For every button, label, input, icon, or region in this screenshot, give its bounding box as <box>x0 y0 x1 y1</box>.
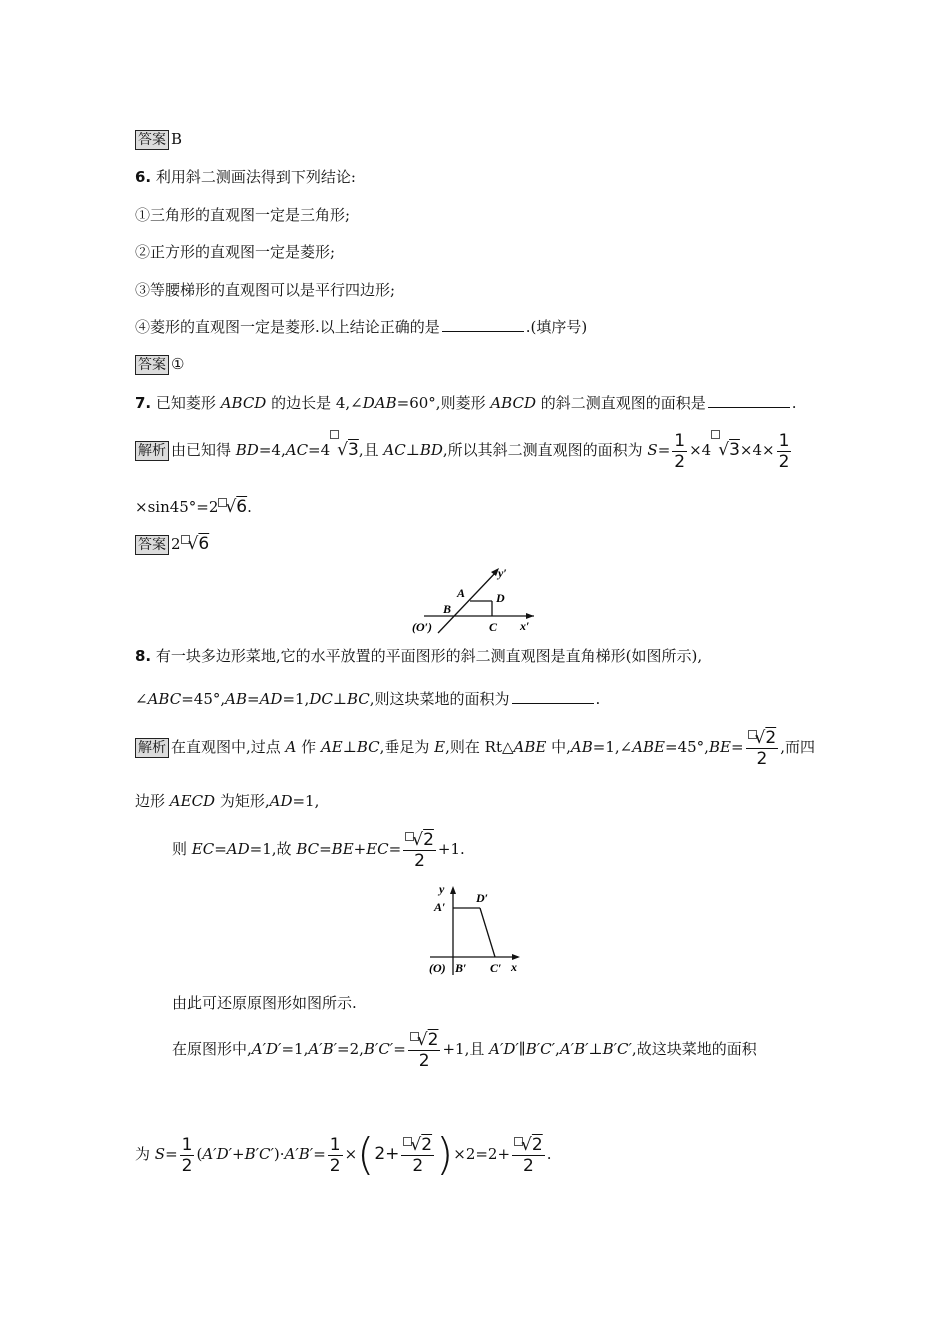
q6-item-4: ④菱形的直观图一定是菱形.以上结论正确的是 .(填序号) <box>135 318 588 336</box>
q7-stem: 7. 已知菱形 ABCD 的边长是 4,∠DAB=60°,则菱形 ABCD 的斜二测直观图的面积是 . <box>135 394 797 412</box>
fraction-root2-over-2: $\frac{√2}{2}$ <box>401 1135 434 1176</box>
q5-answer: 答案 B <box>135 128 182 150</box>
answer-blank <box>442 317 524 332</box>
label-y: y <box>439 883 445 896</box>
fraction-root2-over-2: $\frac{√2}{2}$ <box>403 830 436 871</box>
q6-stem: 6. 利用斜二测画法得到下列结论: <box>135 168 356 186</box>
q8-stem-line-2: ∠ABC=45°,AB=AD=1,DC⊥BC,则这块菜地的面积为 . <box>135 690 601 708</box>
fraction-half: $\frac{1}{2}$ <box>329 1134 341 1176</box>
fraction-half: $\frac{1}{2}$ <box>181 1134 193 1176</box>
label-a-prime: A′ <box>434 900 446 914</box>
sqrt-6: √6 <box>218 497 247 517</box>
answer-tag: 答案 <box>135 535 169 555</box>
q6-item-3: ③等腰梯形的直观图可以是平行四边形; <box>135 281 396 299</box>
label-origin: (O′) <box>412 620 433 634</box>
label-c-prime: C′ <box>490 961 502 975</box>
label-b-prime: B′ <box>455 961 467 975</box>
q8-analysis-line-2: 边形 AECD 为矩形,AD=1, <box>135 792 320 810</box>
fraction-half: $\frac{1}{2}$ <box>674 430 686 472</box>
sqrt-3: √3 <box>711 440 740 460</box>
answer-tag: 答案 <box>135 355 169 375</box>
label-d: D <box>496 591 505 605</box>
label-c: C <box>489 620 498 634</box>
analysis-tag: 解析 <box>135 441 169 461</box>
q8-analysis-line-4: 由此可还原原图形如图所示. <box>172 994 357 1012</box>
answer-blank <box>512 689 594 704</box>
label-x-prime: x′ <box>520 619 530 633</box>
figure-oblique-trapezoid <box>410 563 545 635</box>
q8-analysis-line-5: 在原图形中,A′D′=1,A′B′=2,B′C′= $\frac{√2}{2}$ +1,且 A′D′∥B′C′,A′B′⊥B′C′,故这块菜地的面积 <box>172 1029 757 1071</box>
answer-blank <box>708 393 790 408</box>
q8-analysis-line-6: 为 S= $\frac{1}{2}$ (A′D′+B′C′)·A′B′= $\frac{1}{2}$ ×(2+ $\frac{√2}{2}$ )×2=2+ $\frac{√2}{2}$ . <box>135 1129 552 1180</box>
label-origin: (O) <box>429 961 446 975</box>
fraction-half: $\frac{1}{2}$ <box>778 430 790 472</box>
label-d-prime: D′ <box>476 891 489 905</box>
figure-original-trapezoid <box>428 883 528 978</box>
q7-analysis: 解析 由已知得 BD=4,AC=4 √3,且 AC⊥BD,所以其斜二测直观图的面积为 S= $\frac{1}{2}$ ×4 √3×4× $\frac{1}{2}$ <box>135 428 793 472</box>
fraction-root2-over-2: $\frac{√2}{2}$ <box>408 1030 441 1071</box>
fraction-root2-over-2: $\frac{√2}{2}$ <box>746 728 779 769</box>
sqrt-3: √3 <box>330 440 359 460</box>
answer-tag: 答案 <box>135 130 169 150</box>
q7-analysis-line-2: ×sin45°=2 √6. <box>135 497 252 517</box>
fraction-root2-over-2: $\frac{√2}{2}$ <box>512 1135 545 1176</box>
q6-item-1: ①三角形的直观图一定是三角形; <box>135 206 351 224</box>
label-a: A <box>457 586 466 600</box>
q6-item-2: ②正方形的直观图一定是菱形; <box>135 243 336 261</box>
label-x: x <box>511 960 517 974</box>
label-y-prime: y′ <box>498 566 507 580</box>
q6-answer: 答案 ① <box>135 353 184 375</box>
q7-answer: 答案 2 √6 <box>135 533 209 555</box>
analysis-tag: 解析 <box>135 738 169 758</box>
label-b: B <box>443 602 452 616</box>
q8-analysis: 解析 在直观图中,过点 A 作 AE⊥BC,垂足为 E,则在 Rt△ABE 中,AB=1,∠ABE=45°,BE= $\frac{√2}{2}$ ,而四 <box>135 724 815 770</box>
q8-stem: 8. 有一块多边形菜地,它的水平放置的平面图形的斜二测直观图是直角梯形(如图所示), <box>135 647 703 665</box>
q8-analysis-line-3: 则 EC=AD=1,故 BC=BE+EC= $\frac{√2}{2}$ +1. <box>172 829 465 871</box>
sqrt-6: √6 <box>181 534 210 554</box>
